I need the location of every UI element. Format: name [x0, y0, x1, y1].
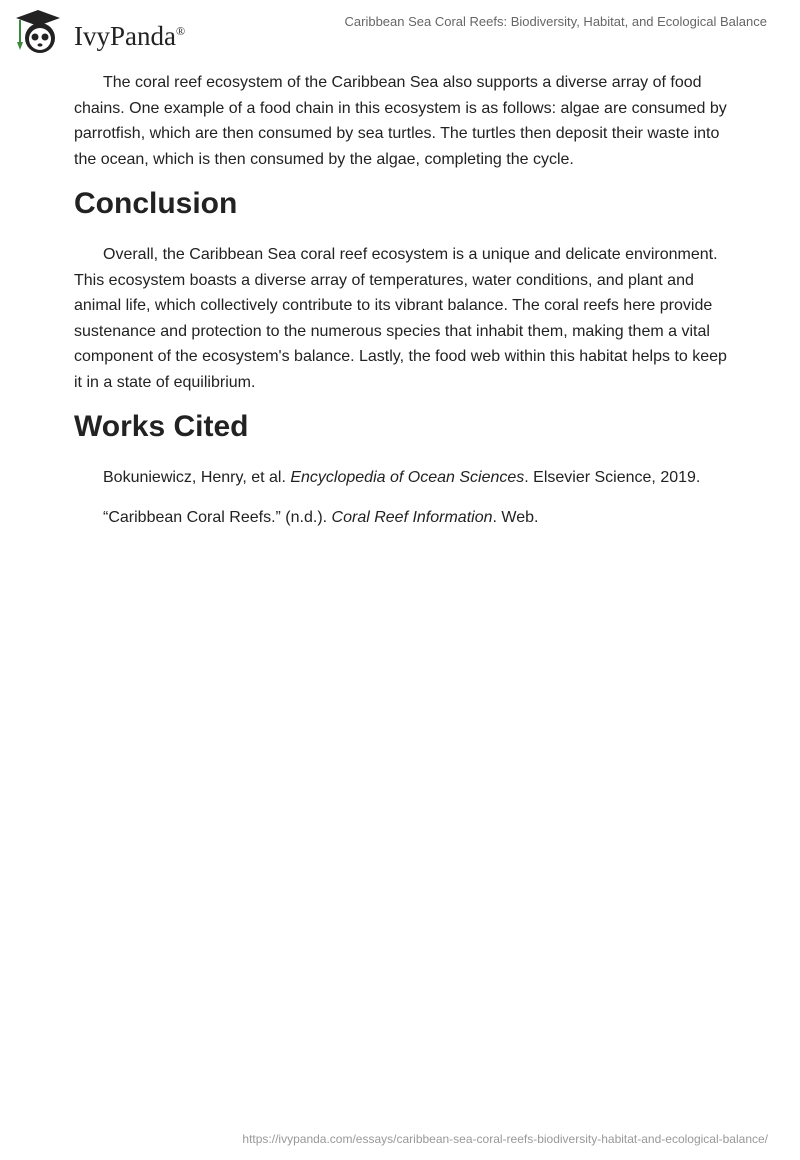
heading-works-cited: Works Cited: [74, 410, 249, 443]
citation-title: Coral Reef Information: [331, 508, 493, 526]
essay-content: [74, 70, 730, 544]
citation-authors: “Caribbean Coral Reefs.” (n.d.).: [103, 508, 332, 526]
citation: [74, 505, 730, 531]
logo-name: IvyPanda: [74, 20, 176, 51]
citation-authors: Bokuniewicz, Henry, et al.: [103, 469, 291, 486]
logo[interactable]: [12, 8, 185, 56]
citation-title: Encyclopedia of Ocean Sciences: [290, 469, 525, 486]
citation-publisher: . Elsevier Science, 2019.: [524, 469, 701, 486]
document-title: Caribbean Sea Coral Reefs: Biodiversity, Habitat, and Ecological Balance: [344, 14, 767, 29]
source-url[interactable]: https://ivypanda.com/essays/caribbean-sea-coral-reefs-biodiversity-habitat-and-ecological-balance/: [242, 1132, 768, 1146]
paragraph: Overall, the Caribbean Sea coral reef ecosystem is a unique and delicate environment. This ecosystem boasts a diverse array of temperatures, water conditions, and plant and animal life, which collectively contribute to its vibrant balance. The coral reefs here provide sustenance and protection to the numerous species that inhabit them, making them a vital component of the ecosystem's balance. Lastly, the food web within this habitat helps to keep it in a state of equilibrium.: [74, 246, 727, 391]
citation: [74, 465, 730, 491]
heading-conclusion: Conclusion: [74, 187, 238, 220]
panda-logo-icon: [12, 8, 68, 56]
citation-publisher: . Web.: [492, 508, 539, 526]
logo-text: [74, 21, 185, 52]
registered-mark: ®: [175, 23, 186, 38]
paragraph: The coral reef ecosystem of the Caribbean Sea also supports a diverse array of food chains. One example of a food chain in this ecosystem is as follows: algae are consumed by parrotfish, which are then consumed by sea turtles. The turtles then deposit their waste into the ocean, which is then consumed by the algae, completing the cycle.: [74, 74, 727, 168]
